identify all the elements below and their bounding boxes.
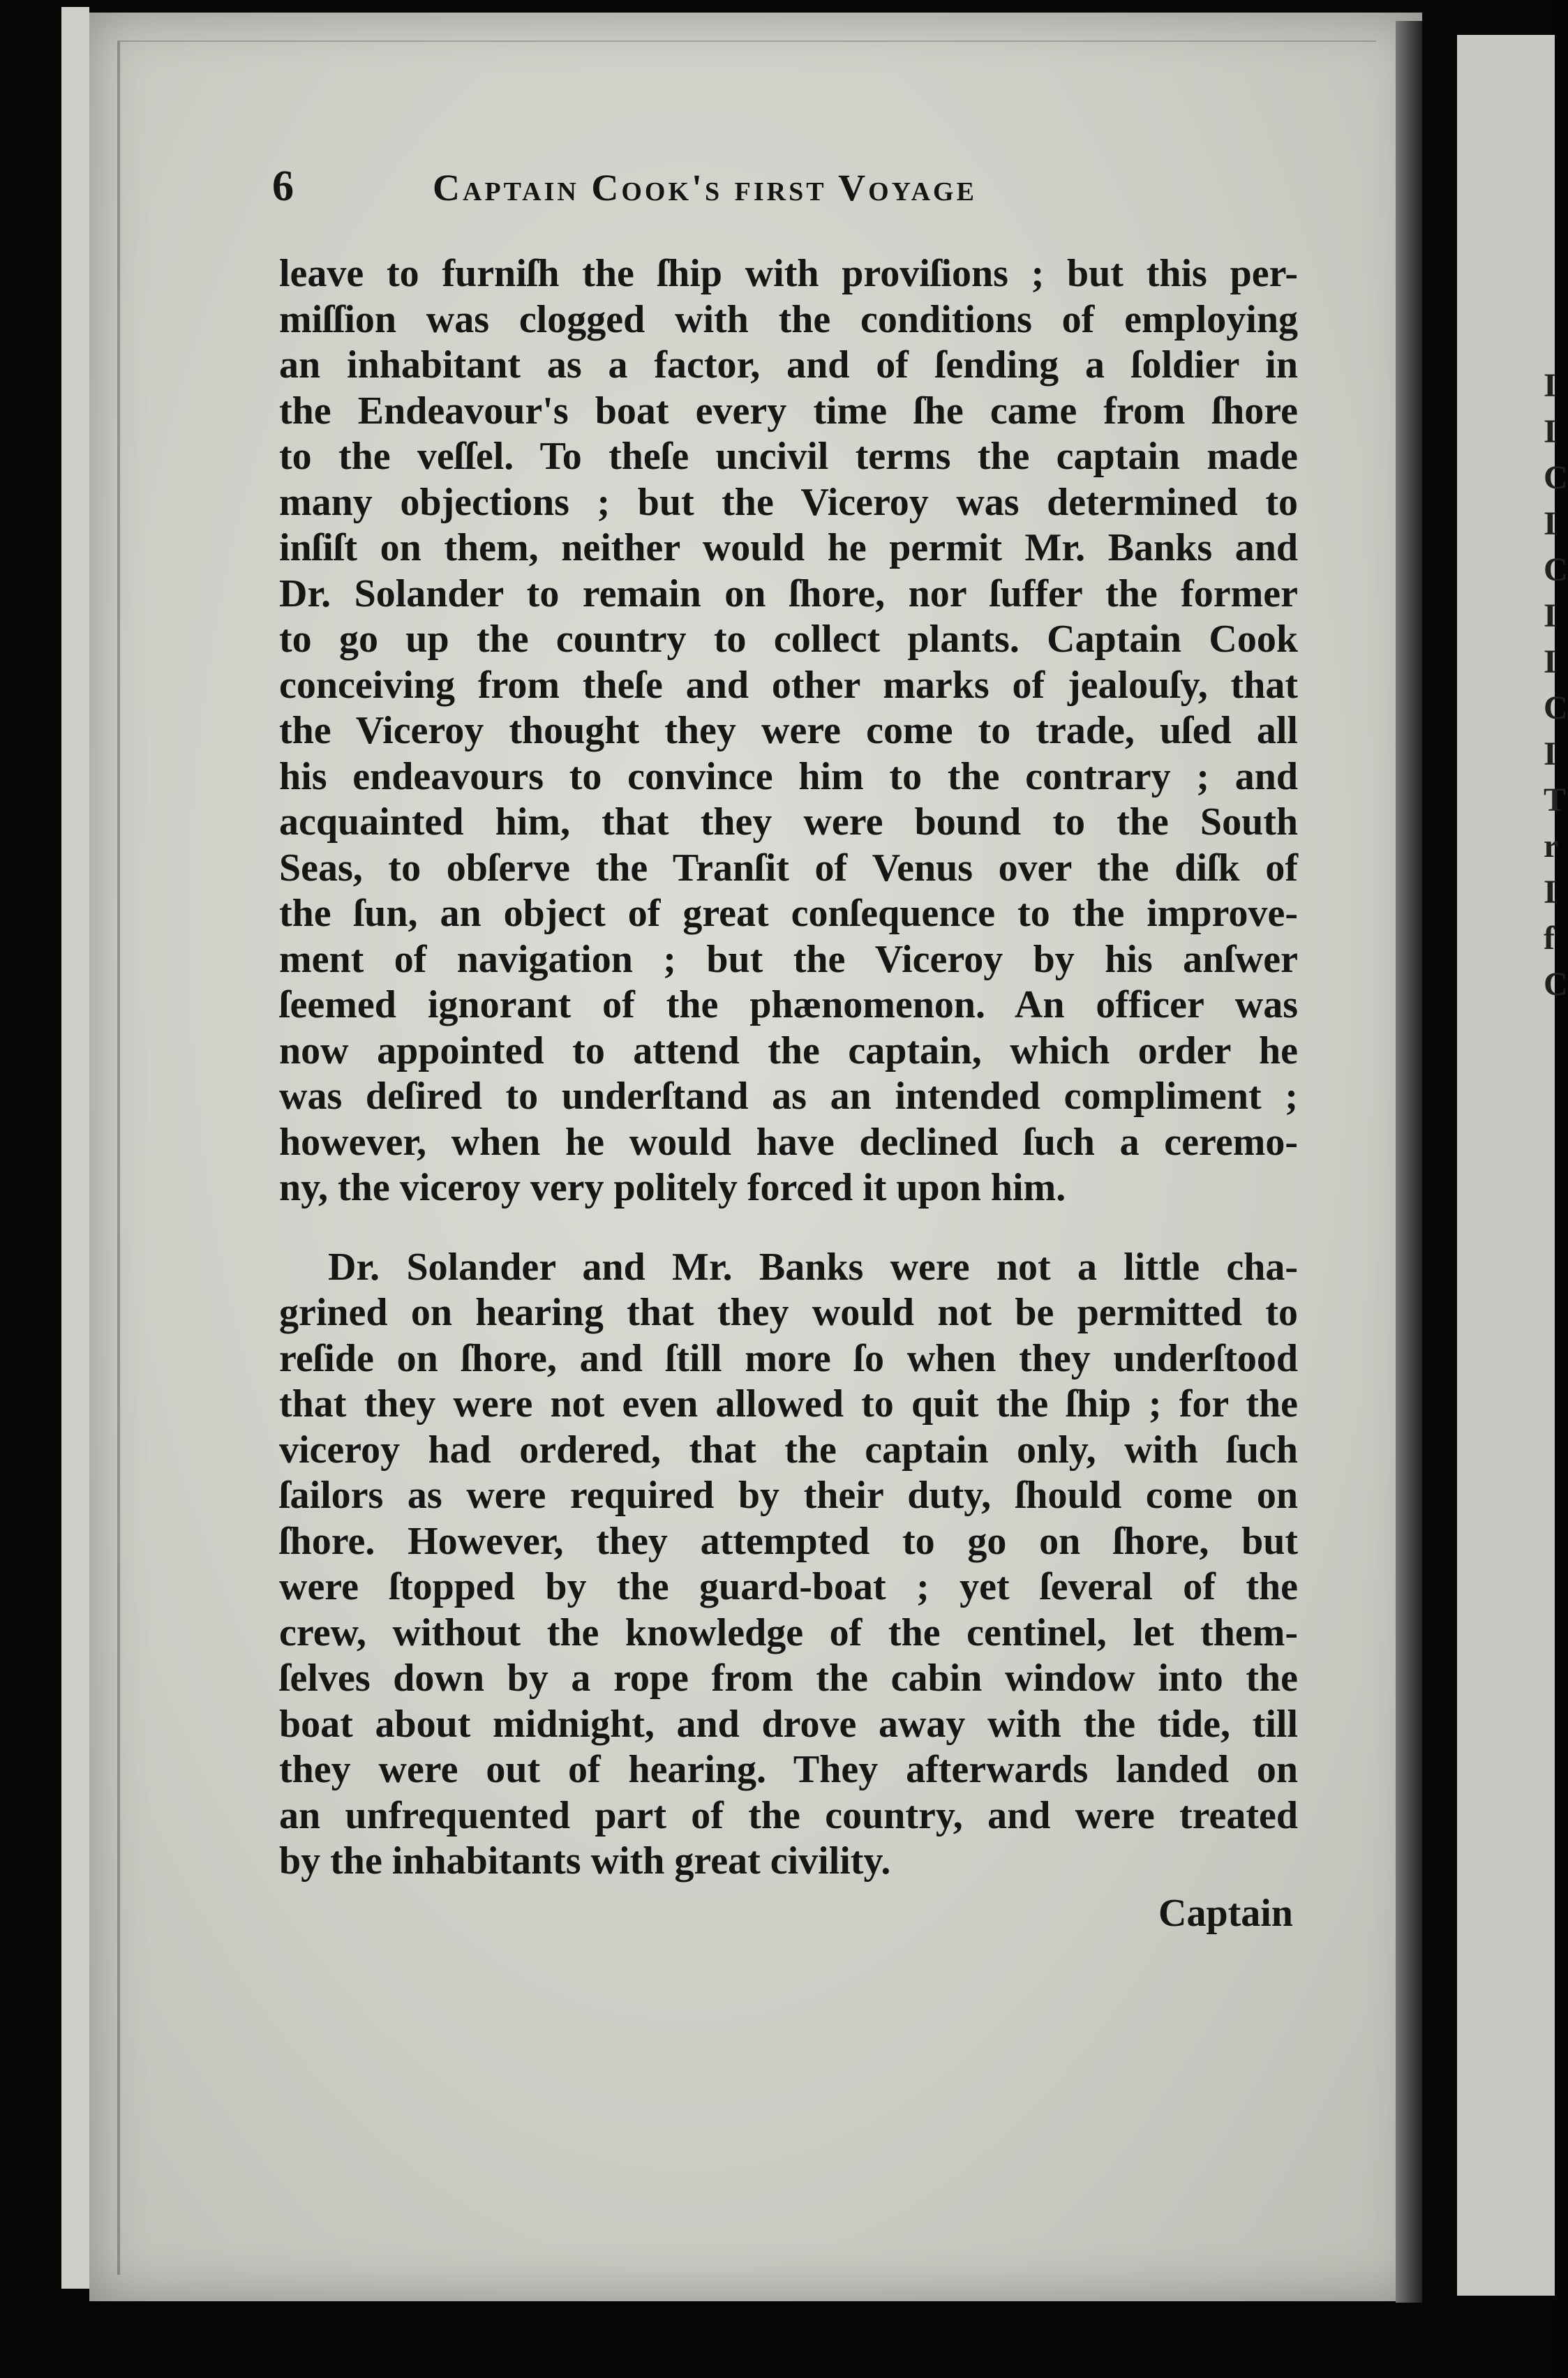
text-line: leave to furniſh the ſhip with proviſions ; but this per- [279,252,1298,295]
gutter-shadow [1396,21,1422,2303]
paragraph-gap [279,1211,1298,1245]
page-left-edge [61,7,89,2289]
text-line: however, when he would have declined ſuch a ceremo- [279,1120,1298,1164]
text-line: grined on hearing that they would not be permitted to [279,1291,1298,1334]
facing-page-letter: T [1544,782,1567,818]
text-line: to go up the country to collect plants. Captain Cook [279,618,1298,661]
paragraph [279,251,1298,1211]
facing-page-edge [1457,35,1568,2296]
facing-page-letter: I [1544,367,1557,404]
facing-page-letter: r [1544,828,1559,865]
text-line: the Viceroy thought they were come to trade, uſed all [279,709,1298,752]
text-line: ſailors as were required by their duty, ſhould come on [279,1474,1298,1517]
text-line: miſſion was clogged with the conditions of employing [279,297,1298,341]
text-line: that they were not even allowed to quit the ſhip ; for the [279,1382,1298,1426]
facing-page-letter: f [1544,920,1555,957]
text-line: crew, without the knowledge of the centinel, let them- [279,1610,1298,1654]
facing-page-letter: I [1544,505,1557,542]
text-line: they were out of hearing. They afterwards landed on [279,1748,1298,1791]
catchword: Captain [1158,1892,1293,1935]
text-line: Seas, to obſerve the Tranſit of Venus over the diſk of [279,846,1298,890]
facing-page-letter: I [1544,597,1557,634]
facing-page-letter: C [1544,551,1568,588]
text-line: ny, the viceroy very politely forced it upon him. [279,1166,1066,1209]
text-line: to the veſſel. To theſe uncivil terms the captain made [279,435,1298,478]
text-line: his endeavours to convince him to the contrary ; and [279,754,1298,798]
body-text [279,251,1298,1885]
facing-page-letter: C [1544,459,1568,496]
text-line: was deſired to underſtand as an intended compliment ; [279,1075,1298,1118]
text-line: inſiſt on them, neither would he permit Mr. Banks and [279,526,1298,569]
paragraph [279,1245,1298,1885]
text-line: many objections ; but the Viceroy was determined to [279,480,1298,524]
text-line: an unfrequented part of the country, and were treated [279,1793,1298,1837]
page-number: 6 [272,163,294,210]
text-line: conceiving from theſe and other marks of jealouſy, that [279,663,1298,707]
text-line: the ſun, an object of great conſequence to the improve- [279,892,1298,935]
facing-page-text [1544,363,1568,1008]
text-line: reſide on ſhore, and ſtill more ſo when they underſtood [279,1336,1298,1380]
text-line: ſhore. However, they attempted to go on ſhore, but [279,1519,1298,1563]
text-line: now appointed to attend the captain, which order he [279,1029,1298,1072]
facing-page-letter: I [1544,643,1557,680]
text-line: viceroy had ordered, that the captain only, with ſuch [279,1428,1298,1472]
text-line: the Endeavour's boat every time ſhe came from ſhore [279,389,1298,433]
text-line: by the inhabitants with great civility. [279,1839,891,1883]
facing-page-letter: C [1544,966,1568,1003]
facing-page-letter: C [1544,689,1568,726]
facing-page-letter: I [1544,735,1557,772]
text-line: Dr. Solander and Mr. Banks were not a little cha- [328,1245,1298,1289]
facing-page-letter: I [1544,874,1557,911]
text-line: an inhabitant as a factor, and of ſending a ſoldier in [279,343,1298,387]
text-line: Dr. Solander to remain on ſhore, nor ſuffer the former [279,571,1298,615]
text-line: acquainted him, that they were bound to the South [279,800,1298,844]
text-line: ſelves down by a rope from the cabin window into the [279,1657,1298,1700]
page-header [272,162,1291,225]
running-title: Captain Cook's first Voyage [433,167,977,209]
text-line: ment of navigation ; but the Viceroy by his anſwer [279,937,1298,981]
facing-page-letter: I [1544,413,1557,450]
text-line: boat about midnight, and drove away with the tide, till [279,1702,1298,1746]
text-line: ſeemed ignorant of the phænomenon. An officer was [279,983,1298,1026]
text-line: were ſtopped by the guard-boat ; yet ſeveral of the [279,1565,1298,1608]
